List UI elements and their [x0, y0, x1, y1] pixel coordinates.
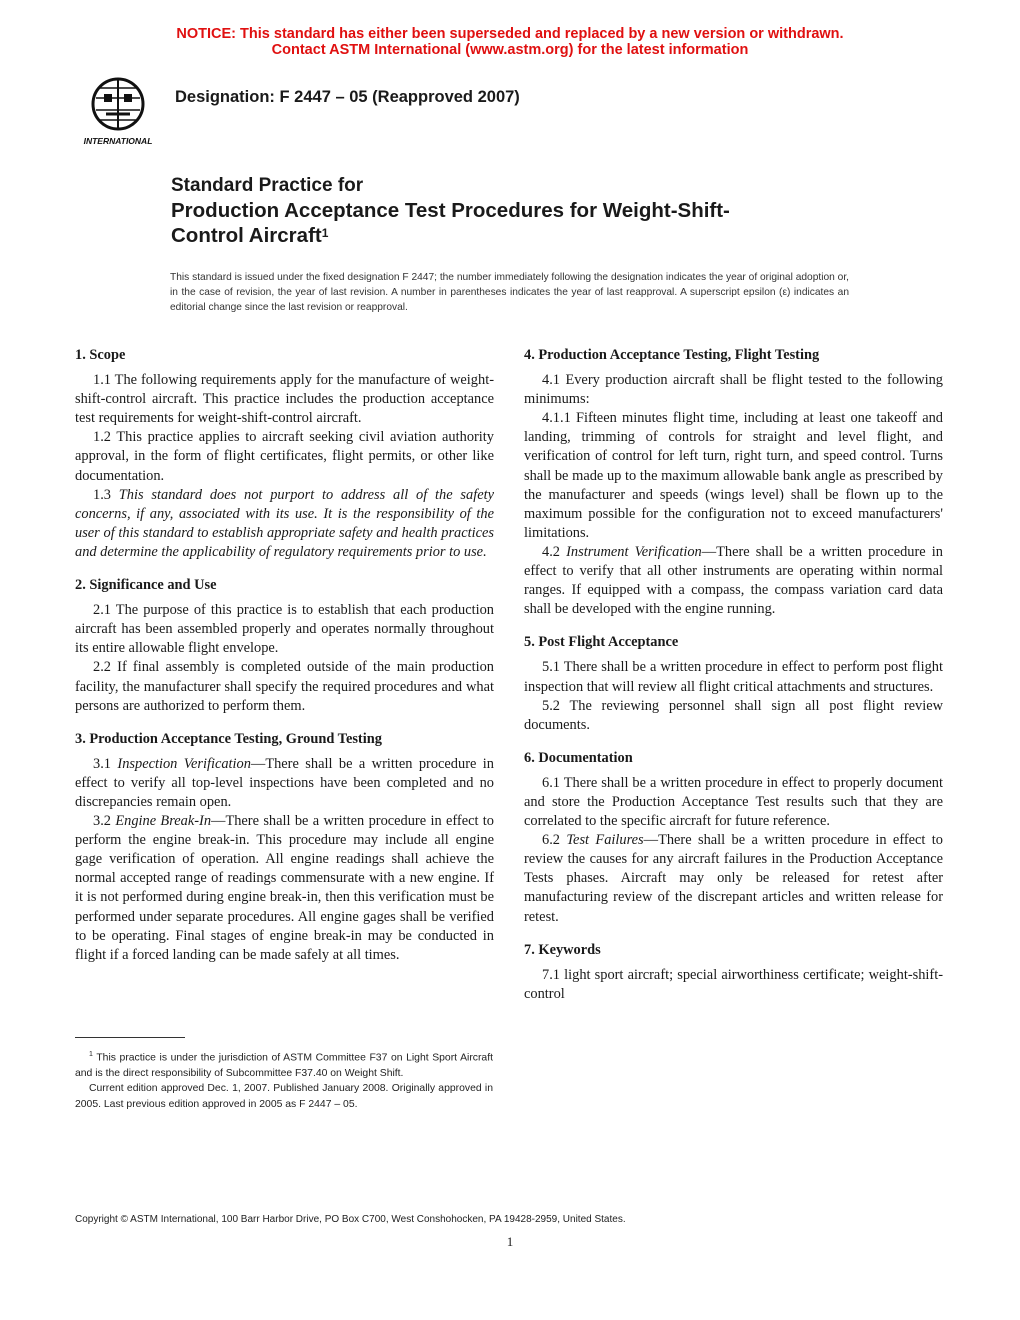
title-line-2-wrap	[171, 223, 861, 248]
section-heading: 7. Keywords	[524, 941, 601, 958]
para-number: 3.2	[93, 813, 116, 830]
paragraph: 7.1 light sport aircraft; special airworthiness certificate; weight-shift-control	[524, 966, 943, 1002]
para-text: —There shall be a written procedure in effect to review the causes for any aircraft failures in the Production Acceptance Tests phases. Aircraft may only be released for retest after manufacturing review of the discrepant articles and written release for retest.	[524, 832, 943, 925]
designation: Designation: F 2447 – 05 (Reapproved 2007)	[175, 88, 520, 106]
paragraph: 4.1 Every production aircraft shall be flight tested to the following minimums:	[524, 372, 943, 408]
footnote-p2: Current edition approved Dec. 1, 2007. Published January 2008. Originally approved in 2005. Last previous edition approved in 2005 as F 2447 – 05.	[75, 1083, 493, 1110]
section-documentation	[524, 749, 943, 927]
section-ground-testing	[75, 730, 494, 965]
para-italic: Engine Break-In	[115, 813, 212, 830]
section-heading: 6. Documentation	[524, 749, 633, 766]
footnote-p1	[75, 1047, 493, 1081]
section-scope	[75, 346, 494, 562]
notice-line-2: Contact ASTM International (www.astm.org) for the latest information	[271, 42, 749, 58]
document-title	[171, 174, 861, 248]
paragraph: 5.2 The reviewing personnel shall sign all post flight review documents.	[524, 697, 943, 733]
para-italic: Instrument Verification	[566, 543, 702, 560]
section-post-flight	[524, 633, 943, 734]
withdrawal-notice	[0, 26, 1020, 58]
section-heading: 3. Production Acceptance Testing, Ground Testing	[75, 730, 382, 747]
footnote-text: This practice is under the jurisdiction of ASTM Committee F37 on Light Sport Aircraft and is the direct responsibility of Subcommittee F37.40 on Weight Shift.	[75, 1052, 493, 1079]
astm-logo-icon	[76, 74, 160, 148]
paragraph: 5.1 There shall be a written procedure in effect to perform post flight inspection that will review all flight critical attachments and structures.	[524, 659, 943, 695]
paragraph: 2.2 If final assembly is completed outside of the main production facility, the manufacturer shall specify the required procedures and what persons are authorized to perform them.	[75, 659, 494, 714]
title-line-1: Production Acceptance Test Procedures for Weight-Shift-	[171, 199, 730, 222]
para-text: —There shall be a written procedure in effect to verify that all other instruments are operating within normal ranges. If equipped with a compass, the compass variation card data shall be developed with the engine running.	[524, 543, 943, 618]
paragraph: 1.1 The following requirements apply for the manufacture of weight-shift-control aircraft. This practice includes the production acceptance test requirements for weight-shift-control aircraft.	[75, 372, 494, 427]
paragraph	[75, 755, 494, 812]
para-text: —There shall be a written procedure in effect to perform the engine break-in. This procedure may include all engine gage verification of operation. All engine readings shall achieve the normal accepted range of readings commensurate with a new engine. If it is not performed during engine break-in, then this verification must be performed under separate procedures. All engine gages shall be verified to be operating. Final stages of engine break-in may be conducted in flight if a forced landing can be made safely at all times.	[75, 813, 494, 963]
para-italic: Test Failures	[566, 832, 644, 849]
section-keywords	[524, 941, 943, 1004]
para-number: 1.3	[93, 486, 119, 503]
para-number: 6.2	[542, 832, 567, 849]
paragraph: 4.1.1 Fifteen minutes flight time, including at least one takeoff and landing, trimming of controls for straight and level flight, and verification of control for left turn, right turn, and speed control. Turns shall be made up to the maximum allowable bank angle as prescribed by the manufacturer and speeds (wings level) shall be flown up to the maximum possible for the configuration not to exceed manufacturers' limitations.	[524, 410, 943, 541]
footnote-mark: 1	[89, 1051, 93, 1058]
title-line-2: Control Aircraft	[171, 224, 322, 247]
issue-note: This standard is issued under the fixed designation F 2447; the number immediately following the designation indicates the year of original adoption or, in the case of revision, the year of last revision. A number in parentheses indicates the year of last reapproval. A superscript epsilon (ε) indicates an editorial change since the last revision or reapproval.	[170, 272, 849, 313]
section-heading: 1. Scope	[75, 347, 126, 363]
title-prefix: Standard Practice for	[171, 175, 364, 196]
logo-subtext: INTERNATIONAL	[83, 136, 153, 146]
section-heading: 2. Significance and Use	[75, 577, 217, 594]
para-text: —There shall be a written procedure in effect to verify all top-level inspections have been completed and no discrepancies remain open.	[75, 755, 494, 810]
para-number: 4.2	[542, 543, 567, 560]
paragraph: 6.1 There shall be a written procedure in effect to properly document and store the Production Acceptance Test results such that they are correlated to the specific aircraft for future reference.	[524, 774, 943, 830]
paragraph	[524, 831, 943, 926]
section-flight-testing	[524, 346, 943, 619]
footnote-divider	[75, 1037, 185, 1038]
para-number: 3.1	[93, 755, 118, 772]
right-column	[524, 346, 943, 1018]
title-footnote-mark: 1	[321, 226, 329, 240]
para-italic: This standard does not purport to address all of the safety concerns, if any, associated with its use. It is the responsibility of the user of this standard to establish appropriate safety and health practices and determine the applicability of regulatory requirements prior to use.	[75, 486, 494, 560]
page-number: 1	[506, 1234, 514, 1249]
copyright: Copyright © ASTM International, 100 Barr Harbor Drive, PO Box C700, West Conshohocken, PA 19428-2959, United States.	[75, 1214, 626, 1225]
left-column	[75, 346, 494, 979]
paragraph	[75, 486, 494, 562]
paragraph: 2.1 The purpose of this practice is to establish that each production aircraft has been assembled properly and operates normally throughout its entire allowable flight envelope.	[75, 602, 494, 657]
title-main	[171, 198, 861, 248]
section-significance	[75, 576, 494, 716]
section-heading: 5. Post Flight Acceptance	[524, 634, 679, 651]
para-italic: Inspection Verification	[117, 755, 251, 772]
paragraph	[524, 543, 943, 619]
notice-line-1: NOTICE: This standard has either been superseded and replaced by a new version or withdrawn.	[176, 26, 844, 42]
paragraph: 1.2 This practice applies to aircraft seeking civil aviation authority approval, in the form of flight certificates, flight permits, or other like documentation.	[75, 429, 494, 484]
section-heading: 4. Production Acceptance Testing, Flight Testing	[524, 347, 820, 363]
paragraph	[75, 812, 494, 965]
footnote	[75, 1047, 493, 1112]
astm-logo	[76, 74, 160, 148]
